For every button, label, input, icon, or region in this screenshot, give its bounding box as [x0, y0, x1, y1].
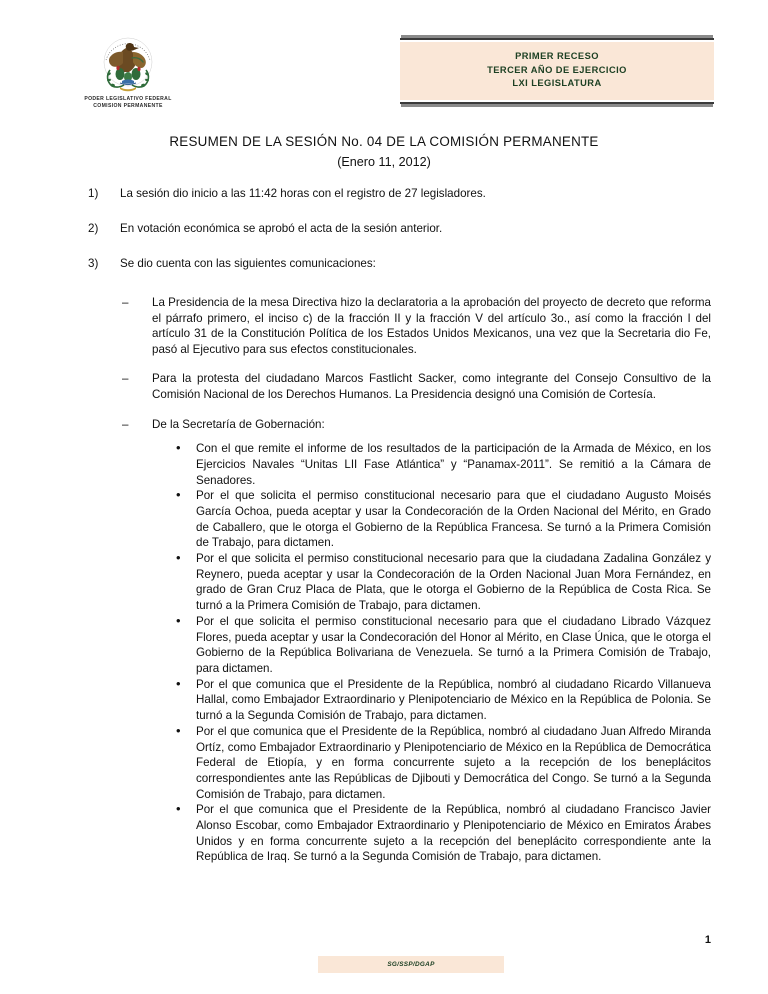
footer-code-box: [318, 956, 504, 973]
list-item: [176, 801, 711, 865]
title-block: [0, 134, 768, 169]
numbered-item: [88, 256, 708, 271]
communications-bullet-list: [0, 441, 768, 865]
numbered-item: [88, 221, 708, 236]
dash-item-marker: –: [122, 372, 129, 386]
numbered-item-text: En votación económica se aprobó el acta de la sesión anterior.: [120, 222, 443, 235]
bullet-marker: •: [176, 612, 181, 628]
list-item: [176, 612, 711, 677]
list-item-text: Por el que solicita el permiso constitucional necesario para que el ciudadano Augusto Moisés García Ochoa, pueda aceptar y usar la Condecoración de la Orden Nacional del Mérito, en Grado de Caballero, que le otorga el Gobierno de la República Francesa. Se turnó a la Primera Comisión de Trabajo, para dictamen.: [196, 489, 711, 550]
numbered-item-marker: 2): [88, 222, 99, 235]
header-line-primer-receso: PRIMER RECESO: [515, 51, 599, 61]
list-item: [176, 440, 711, 488]
dash-item-text: De la Secretaría de Gobernación:: [152, 417, 325, 431]
dash-item: [114, 295, 711, 357]
dash-item: [114, 417, 711, 433]
bullet-marker: •: [176, 675, 181, 691]
dash-item-marker: –: [122, 296, 129, 309]
dash-item-marker: –: [122, 417, 129, 431]
document-header: [0, 30, 768, 120]
list-item-text: Por el que solicita el permiso constitucional necesario para que el ciudadano Librado Vázquez Flores, pueda aceptar y usar la Condecoración del Honor al Mérito, en Clase Única, que le otorga el Gobierno de la República Bolivariana de Venezuela. Se turnó a la Primera Comisión de Trabajo, para dictamen.: [196, 614, 711, 675]
bullet-marker: •: [176, 487, 181, 503]
bullet-marker: •: [176, 801, 181, 817]
page-number: 1: [704, 934, 711, 946]
header-line-legislatura: LXI LEGISLATURA: [512, 78, 602, 88]
emblem-block: [58, 36, 198, 110]
list-item-text: Por el que solicita el permiso constitucional necesario para que la ciudadana Zadalina González y Reynero, pueda aceptar y usar la Condecoración de la Orden Nacional Juan Mora Fernández, en grado de Gran Cruz Placa de Plata, que le otorga el Gobierno de la República de Costa Rica. Se turnó a la Primera Comisión de Trabajo, para dictamen.: [196, 552, 711, 613]
list-item: [176, 722, 711, 803]
bullet-marker: •: [176, 722, 181, 738]
list-item: [176, 675, 711, 724]
numbered-item: [88, 186, 708, 201]
dash-item-text: Para la protesta del ciudadano Marcos Fastlicht Sacker, como integrante del Consejo Consultivo de la Comisión Nacional de los Derechos Humanos. La Presidencia designó una Comisión de Cortesía.: [152, 372, 711, 401]
bullet-marker: •: [176, 550, 181, 566]
header-line-tercer-ano: TERCER AÑO DE EJERCICIO: [487, 64, 627, 75]
document-body: [0, 186, 768, 865]
numbered-item-marker: 1): [88, 187, 99, 200]
list-item-text: Con el que remite el informe de los resultados de la participación de la Armada de México, en los Ejercicios Navales “Unitas LII Fase Atlántica” y “Panamax-2011”. Se remitió a la Cámara de Senadores.: [196, 442, 711, 487]
emblem-caption-line-2: COMISION PERMANENTE: [93, 103, 163, 109]
legislature-header-box: [400, 38, 714, 104]
mexican-coat-of-arms-icon: [96, 36, 160, 94]
page-title: RESUMEN DE LA SESIÓN No. 04 DE LA COMISIÓN PERMANENTE: [169, 134, 599, 149]
emblem-caption-line-1: PODER LEGISLATIVO FEDERAL: [84, 96, 172, 102]
list-item-text: Por el que comunica que el Presidente de la República, nombró al ciudadano Ricardo Villanueva Hallal, como Embajador Extraordinario y Plenipotenciario de México en la República de Polonia. Se turnó a la Segunda Comisión de Trabajo, para dictamen.: [196, 677, 711, 723]
page-subtitle: (Enero 11, 2012): [337, 155, 431, 169]
document-footer: [0, 914, 768, 994]
list-item-text: Por el que comunica que el Presidente de la República, nombró al ciudadano Juan Alfredo Miranda Ortíz, como Embajador Extraordinario y Plenipotenciario de México en la República de Democrática Federal de Etiopía, y en forma concurrente sujeto a la recepción de los beneplácitos correspondientes ante las Repúblicas de Djibouti y Democrática del Congo. Se turnó a la Segunda Comisión de Trabajo, para dictamen.: [196, 724, 711, 801]
list-item: [176, 487, 711, 551]
numbered-item-text: Se dio cuenta con las siguientes comunicaciones:: [120, 257, 376, 270]
dash-item-text: La Presidencia de la mesa Directiva hizo la declaratoria a la aprobación del proyecto de decreto que reforma el párrafo primero, el inciso c) de la fracción II y la fracción V del artículo 3o., así como la fracción I del artículo 31 de la Constitución Política de los Estados Unidos Mexicanos, una vez que la Secretaria dio Fe, pasó al Ejecutivo para sus efectos constitucionales.: [152, 296, 711, 356]
emblem-caption: [58, 96, 198, 110]
bullet-marker: •: [176, 440, 181, 456]
dash-item: [114, 371, 711, 402]
numbered-item-text: La sesión dio inicio a las 11:42 horas con el registro de 27 legisladores.: [120, 187, 486, 200]
numbered-item-marker: 3): [88, 257, 99, 270]
list-item: [176, 550, 711, 614]
list-item-text: Por el que comunica que el Presidente de la República, nombró al ciudadano Francisco Javier Alonso Escobar, como Embajador Extraordinario y Plenipotenciario de México en Emiratos Árabes Unidos y en forma concurrente sujeto a la recepción del beneplácito correspondiente ante la República de Iraq. Se turnó a la Segunda Comisión de Trabajo, para dictamen.: [196, 803, 711, 864]
footer-code-text: SG/SSP/DGAP: [387, 961, 435, 968]
